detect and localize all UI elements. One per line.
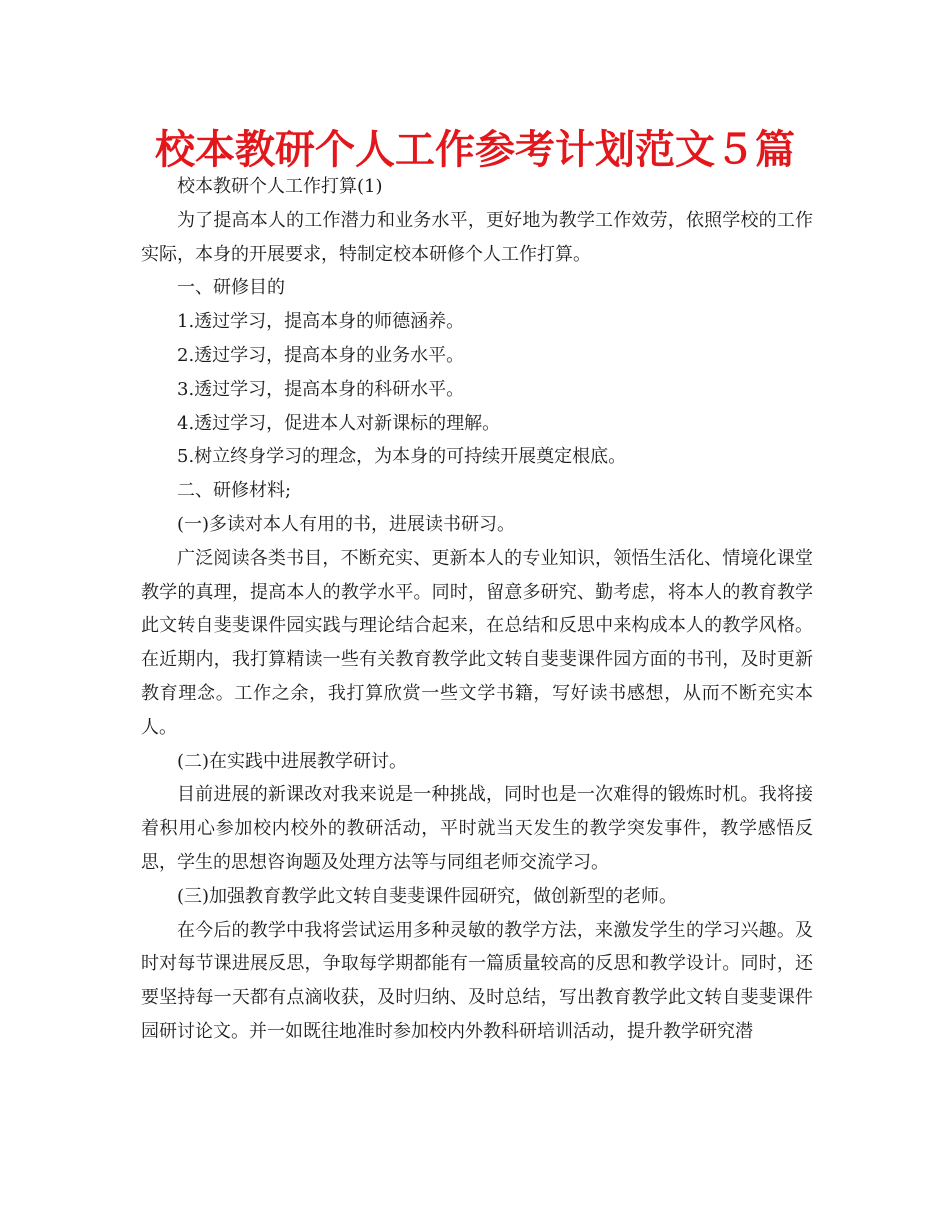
subtitle-paragraph: 校本教研个人工作打算(1) [177, 176, 383, 197]
document-body [141, 170, 813, 1049]
reading-paragraph: 广泛阅读各类书目，不断充实、更新本人的专业知识，领悟生活化、情境化课堂教学的真理，提高本人的教学水平。同时，留意多研究、勤考虑，将本人的教育教学此文转自斐斐课件园实践与理论结合起来，在总结和反思中来构成本人的教学风格。在近期内，我打算精读一些有关教育教学此文转自斐斐课件园方面的书刊，及时更新教育理念。工作之余，我打算欣赏一些文学书籍，写好读书感想，从而不断充实本人。 [141, 547, 813, 738]
goal-item-5: 5.树立终身学习的理念，为本身的可持续开展奠定根底。 [177, 446, 627, 468]
subsection-heading-reading: (一)多读对本人有用的书，进展读书研习。 [177, 513, 516, 535]
goal-item-4: 4.透过学习，促进本人对新课标的理解。 [177, 412, 501, 434]
practice-paragraph: 目前进展的新课改对我来说是一种挑战，同时也是一次难得的锻炼时机。我将接着积用心参加校内校外的教研活动，平时就当天发生的教学突发事件，教学感悟反思，学生的思想咨询题及处理方法等与同组老师交流学习。 [141, 784, 813, 873]
goal-item-1: 1.透过学习，提高本身的师德涵养。 [177, 311, 465, 333]
document-title: 校本教研个人工作参考计划范文５篇 [155, 127, 795, 173]
intro-paragraph: 为了提高本人的工作潜力和业务水平，更好地为教学工作效劳，依照学校的工作实际，本身的开展要求，特制定校本研修个人工作打算。 [141, 209, 813, 265]
goal-item-2: 2.透过学习，提高本身的业务水平。 [177, 344, 465, 366]
subsection-heading-research: (三)加强教育教学此文转自斐斐课件园研究，做创新型的老师。 [177, 885, 678, 907]
section-heading-goals: 一、研修目的 [177, 277, 285, 299]
section-heading-materials: 二、研修材料; [177, 480, 292, 502]
goal-item-3: 3.透过学习，提高本身的科研水平。 [177, 378, 465, 400]
subsection-heading-practice: (二)在实践中进展教学研讨。 [177, 750, 408, 772]
research-paragraph: 在今后的教学中我将尝试运用多种灵敏的教学方法，来激发学生的学习兴趣。及时对每节课进展反思，争取每学期都能有一篇质量较高的反思和教学设计。同时，还要坚持每一天都有点滴收获，及时归纳、及时总结，写出教育教学此文转自斐斐课件园研讨论文。并一如既往地准时参加校内外教科研培训活动，提升教学研究潜 [141, 919, 813, 1042]
